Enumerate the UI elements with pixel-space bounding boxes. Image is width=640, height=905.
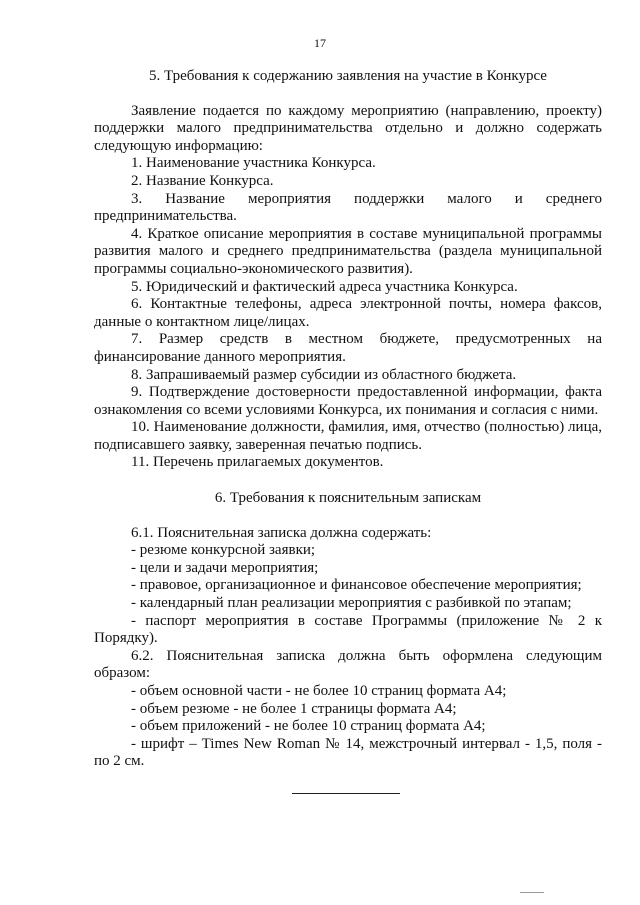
section-5-item-7: 7. Размер средств в местном бюджете, предусмотренных на финансирование данного мероприятия. [94,331,602,365]
section-5-intro: Заявление подается по каждому мероприятию (направлению, проекту) поддержки малого предпринимательства отдельно и должно содержать следующую информацию: [94,102,602,154]
section-6-1-item-2: - цели и задачи мероприятия; [131,559,319,576]
section-6-1-lead: 6.1. Пояснительная записка должна содержать: [131,524,432,541]
page-number: 17 [314,36,326,50]
section-5-item-11: 11. Перечень прилагаемых документов. [131,454,384,471]
section-6-2-item-1: - объем основной части - не более 10 страниц формата А4; [131,683,507,699]
section-5-item-6: 6. Контактные телефоны, адреса электронной почты, номера факсов, данные о контактном лице/лицах. [94,296,602,330]
section-5-item-3: 3. Название мероприятия поддержки малого и среднего предпринимательства. [94,190,602,225]
section-5-item-9: 9. Подтверждение достоверности предоставленной информации, факта ознакомления со всеми условиями Конкурса, их понимания и согласия с ними. [94,384,602,418]
section-6-2-item-4: - шрифт – Times New Roman № 14, межстрочный интервал - 1,5, поля - по 2 см. [94,735,602,770]
section-6-2-item-3: - объем приложений - не более 10 страниц формата А4; [131,718,486,735]
end-divider [292,793,400,794]
section-6-1-item-5: - паспорт мероприятия в составе Программы (приложение № 2 к Порядку). [94,612,602,647]
section-5-item-4: 4. Краткое описание мероприятия в составе муниципальной программы развития малого и среднего предпринимательства (раздела муниципальной программы социально-экономического развития). [94,225,602,277]
section-6-2-item-2: - объем резюме - не более 1 страницы формата А4; [131,700,457,717]
section-5-item-8: 8. Запрашиваемый размер субсидии из областного бюджета. [131,366,517,383]
section-5-title: 5. Требования к содержанию заявления на участие в Конкурсе [149,68,547,84]
section-5-item-10: 10. Наименование должности, фамилия, имя, отчество (полностью) лица, подписавшего заявку, заверенная печатью подпись. [94,419,602,453]
section-5-item-1: 1. Наименование участника Конкурса. [131,155,376,172]
section-6-1-item-4: - календарный план реализации мероприятия с разбивкой по этапам; [131,595,572,612]
section-5-item-5: 5. Юридический и фактический адреса участника Конкурса. [131,278,518,295]
section-6-2-lead: 6.2. Пояснительная записка должна быть оформлена следующим образом: [94,647,602,682]
scan-mark [520,892,544,893]
section-5-item-2: 2. Название Конкурса. [131,172,274,189]
document-body [94,68,602,771]
section-6-1-item-1: - резюме конкурсной заявки; [131,542,316,559]
section-6-1-item-3: - правовое, организационное и финансовое обеспечение мероприятия; [131,577,582,594]
section-6-title: 6. Требования к пояснительным запискам [214,490,482,507]
